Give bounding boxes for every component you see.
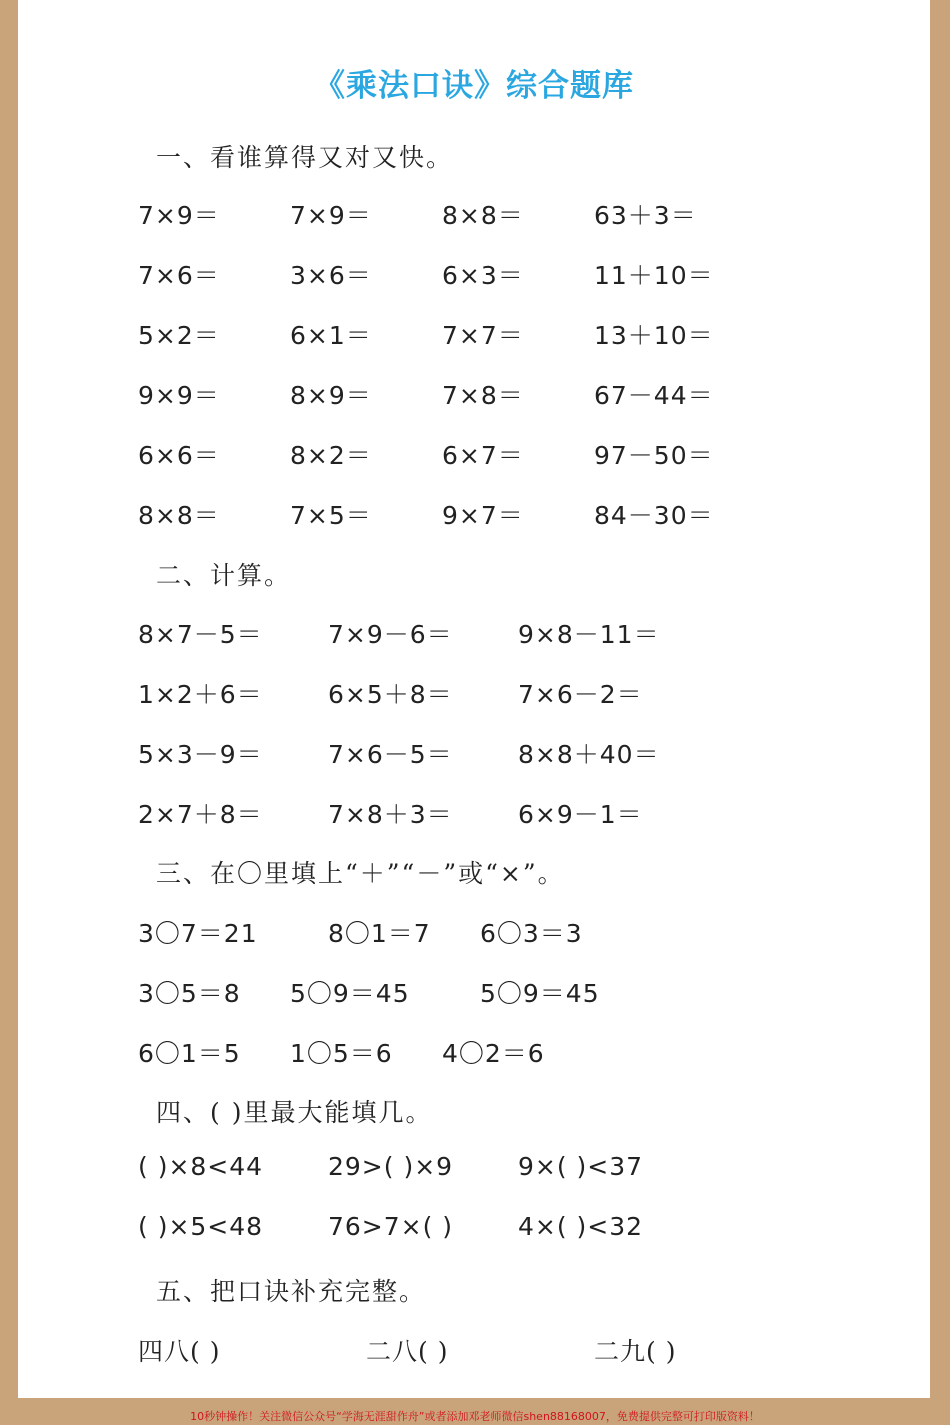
problem: 二八( )	[366, 1337, 449, 1366]
problem: 7×6－5＝	[328, 740, 453, 769]
problem: 9×7＝	[442, 501, 524, 530]
problem: 4〇2＝6	[442, 1039, 545, 1068]
problem: 6×9－1＝	[518, 800, 643, 829]
problem: 11＋10＝	[594, 261, 714, 290]
problem: 7×9－6＝	[328, 620, 453, 649]
problem: 7×6－2＝	[518, 680, 643, 709]
problem: 7×8＋3＝	[328, 800, 453, 829]
worksheet-paper	[18, 0, 930, 1398]
problem: 8×7－5＝	[138, 620, 263, 649]
problem: 9×( )<37	[518, 1152, 644, 1181]
problem: 1〇5＝6	[290, 1039, 393, 1068]
problem: 7×8＝	[442, 381, 524, 410]
problem: 29>( )×9	[328, 1152, 454, 1181]
problem: 8×2＝	[290, 441, 372, 470]
problem: 5×3－9＝	[138, 740, 263, 769]
problem: 6×1＝	[290, 321, 372, 350]
problem: 5×2＝	[138, 321, 220, 350]
problem: 67－44＝	[594, 381, 714, 410]
section-3-heading: 三、在〇里填上“＋”“－”或“×”。	[156, 859, 565, 888]
section-5-heading: 五、把口诀补充完整。	[156, 1277, 427, 1306]
problem: ( )×8<44	[138, 1152, 264, 1181]
problem: 84－30＝	[594, 501, 714, 530]
problem: 8×9＝	[290, 381, 372, 410]
problem: 8×8＝	[138, 501, 220, 530]
problem: 7×5＝	[290, 501, 372, 530]
problem: 76>7×( )	[328, 1212, 454, 1241]
problem: 5〇9＝45	[290, 979, 410, 1008]
problem: 二九( )	[594, 1337, 677, 1366]
problem: 5〇9＝45	[480, 979, 600, 1008]
problem: 7×7＝	[442, 321, 524, 350]
problem: 6×7＝	[442, 441, 524, 470]
section-4-heading: 四、( )里最大能填几。	[156, 1098, 433, 1127]
problem: 8×8＋40＝	[518, 740, 660, 769]
problem: 13＋10＝	[594, 321, 714, 350]
page-title: 《乘法口诀》综合题库	[314, 68, 634, 104]
problem: 6×5＋8＝	[328, 680, 453, 709]
problem: 63＋3＝	[594, 201, 697, 230]
problem: 9×9＝	[138, 381, 220, 410]
problem: 6×6＝	[138, 441, 220, 470]
problem: 7×6＝	[138, 261, 220, 290]
problem: 2×7＋8＝	[138, 800, 263, 829]
section-2-heading: 二、计算。	[156, 561, 292, 590]
footer-notice: 10秒钟操作！关注微信公众号“学海无涯甜作舟”或者添加邓老师微信shen88168007，免费提供完整可打印版资料！	[190, 1410, 760, 1423]
section-1-heading: 一、看谁算得又对又快。	[156, 143, 454, 172]
problem: 9×8－11＝	[518, 620, 660, 649]
problem: 3〇7＝21	[138, 919, 258, 948]
problem: 8×8＝	[442, 201, 524, 230]
problem: ( )×5<48	[138, 1212, 264, 1241]
problem: 四八( )	[138, 1337, 221, 1366]
problem: 3〇5＝8	[138, 979, 241, 1008]
problem: 8〇1＝7	[328, 919, 431, 948]
problem: 3×6＝	[290, 261, 372, 290]
problem: 97－50＝	[594, 441, 714, 470]
problem: 6〇1＝5	[138, 1039, 241, 1068]
problem: 6×3＝	[442, 261, 524, 290]
problem: 6〇3＝3	[480, 919, 583, 948]
problem: 4×( )<32	[518, 1212, 644, 1241]
problem: 7×9＝	[290, 201, 372, 230]
problem: 7×9＝	[138, 201, 220, 230]
problem: 1×2＋6＝	[138, 680, 263, 709]
